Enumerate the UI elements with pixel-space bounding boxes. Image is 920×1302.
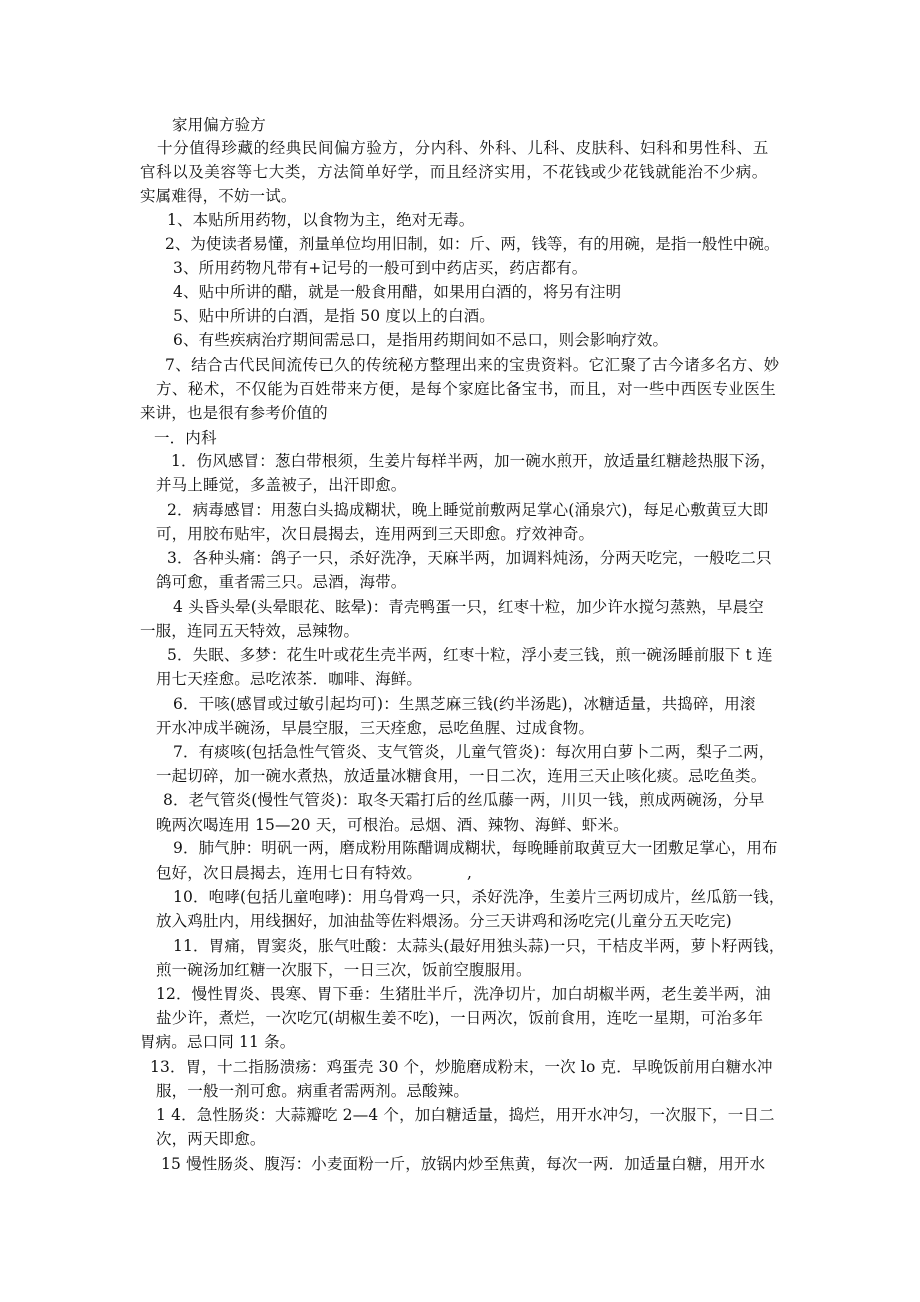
entry-line: 可，用胶布贴牢，次日晨揭去，连用两到三天即愈。疗效神奇。 (156, 525, 595, 543)
intro-line: 实属难得，不妨一试。 (140, 187, 297, 205)
entry-line: 包好，次日晨揭去，连用七日有特效。 (156, 864, 423, 882)
entry-line: 13．胃，十二指肠溃疡：鸡蛋壳 30 个，炒脆磨成粉末，一次 lo 克．早晚饭前用白糖水冲 (150, 1058, 773, 1076)
note-line: 4、贴中所讲的醋，就是一般食用醋，如果用白酒的，将另有注明 (173, 283, 622, 301)
entry-line: 胃病。忌口同 11 条。 (140, 1033, 296, 1051)
document-title: 家用偏方验方 (172, 116, 266, 134)
entry-line: 6．干咳(感冒或过敏引起均可)：生黑芝麻三钱(约半汤匙)，冰糖适量，共捣碎，用滚 (173, 695, 756, 713)
note-line: 6、有些疾病治疗期间需忌口，是指用药期间如不忌口，则会影响疗效。 (173, 331, 669, 349)
note-line: 2、为使读者易懂，剂量单位均用旧制，如：斤、两，钱等，有的用碗，是指一般性中碗。 (165, 235, 780, 253)
note-line: 1、本贴所用药物，以食物为主，绝对无毒。 (167, 211, 475, 229)
entry-line: 服，一般一剂可愈。病重者需两剂。忌酸辣。 (156, 1082, 470, 1100)
stray-comma: , (467, 864, 473, 882)
entry-line: 1．伤风感冒：葱白带根须，生姜片每样半两，加一碗水煎开，放适量红糖趁热服下汤， (171, 452, 776, 470)
entry-line: 煎一碗汤加红糖一次服下，一日三次，饭前空腹服用。 (156, 961, 532, 979)
entry-line: 开水冲成半碗汤，早晨空服，三天痊愈，忌吃鱼腥、过成食物。 (156, 719, 595, 737)
entry-line: 并马上睡觉，多盖被子，出汗即愈。 (156, 476, 407, 494)
note-line: 7、结合古代民间流传已久的传统秘方整理出来的宝贵资料。它汇聚了古今诸多名方、妙 (165, 356, 780, 374)
entry-line: 4 头昏头晕(头晕眼花、眩晕)：青壳鸭蛋一只，红枣十粒，加少许水搅匀蒸熟，早晨空 (173, 598, 764, 616)
intro-line: 官科以及美容等七大类，方法简单好学，而且经济实用，不花钱或少花钱就能治不少病。 (140, 163, 768, 181)
entry-line: 1 4．急性肠炎：大蒜瓣吃 2—4 个，加白糖适量，捣烂，用开水冲匀，一次服下，一日二 (156, 1106, 775, 1124)
entry-line: 8．老气管炎(慢性气管炎)：取冬天霜打后的丝瓜藤一两，川贝一钱，煎成两碗汤，分早 (163, 791, 765, 809)
entry-line: 次，两天即愈。 (156, 1130, 266, 1148)
entry-line: 放入鸡肚内，用线捆好，加油盐等佐料煨汤。分三天讲鸡和汤吃完(儿童分五天吃完) (156, 912, 732, 930)
entry-line: 11．胃痛，胃窦炎，胀气吐酸：太蒜头(最好用独头蒜)一只，干桔皮半两，萝卜籽两钱， (173, 937, 785, 955)
entry-line: 9．肺气肿：明矾一两，磨成粉用陈醋调成糊状，每晚睡前取黄豆大一团敷足掌心，用布 (173, 839, 778, 857)
entry-line: 5．失眠、多梦：花生叶或花生壳半两，红枣十粒，浮小麦三钱，煎一碗汤睡前服下 t 连 (167, 646, 773, 664)
note-line: 来讲，也是很有参考价值的 (140, 404, 328, 422)
entry-line: 12．慢性胃炎、畏寒、胃下垂：生猪肚半斤，洗净切片，加白胡椒半两，老生姜半两，油 (156, 985, 771, 1003)
entry-line: 7．有痰咳(包括急性气管炎、支气管炎，儿童气管炎)：每次用白萝卜二两，梨子二两， (173, 743, 775, 761)
note-line: 3、所用药物凡带有+记号的一般可到中药店买，药店都有。 (173, 259, 588, 277)
entry-line: 用七天痊愈。忌吃浓茶．咖啡、海鲜。 (156, 670, 423, 688)
note-line: 5、贴中所讲的白酒，是指 50 度以上的白酒。 (173, 307, 495, 325)
entry-line: 15 慢性肠炎、腹泻：小麦面粉一斤，放锅内炒至焦黄，每次一两．加适量白糖，用开水 (161, 1155, 766, 1173)
entry-line: 3．各种头痛：鸽子一只，杀好洗净，天麻半两，加调料炖汤，分两天吃完，一般吃二只 (167, 549, 772, 567)
entry-line: 2．病毒感冒：用葱白头捣成糊状，晚上睡觉前敷两足掌心(涌泉穴)，每足心敷黄豆大即 (167, 501, 769, 519)
note-line: 方、秘术，不仅能为百姓带来方便，是每个家庭比备宝书，而且，对一些中西医专业医生 (156, 380, 777, 398)
entry-line: 一起切碎，加一碗水煮热，放适量冰糖食用，一日二次，连用三天止咳化痰。忌吃鱼类。 (156, 767, 767, 785)
entry-line: 鸽可愈，重者需三只。忌酒，海带。 (156, 573, 407, 591)
intro-line: 十分值得珍藏的经典民间偏方验方，分内科、外科、儿科、皮肤科、妇科和男性科、五 (157, 139, 769, 157)
entry-line: 10．咆哮(包括儿童咆哮)：用乌骨鸡一只，杀好洗净，生姜片三两切成片，丝瓜筋一钱， (173, 888, 785, 906)
entry-line: 晚两次喝连用 15—20 天，可根治。忌烟、酒、辣物、海鲜、虾米。 (156, 816, 629, 834)
entry-line: 一服，连同五天特效，忌辣物。 (140, 622, 360, 640)
section-heading: 一．内科 (154, 429, 217, 447)
entry-line: 盐少许，煮烂，一次吃冗(胡椒生姜不吃)，一日两次，饭前食用，连吃一星期，可治多年 (156, 1009, 764, 1027)
